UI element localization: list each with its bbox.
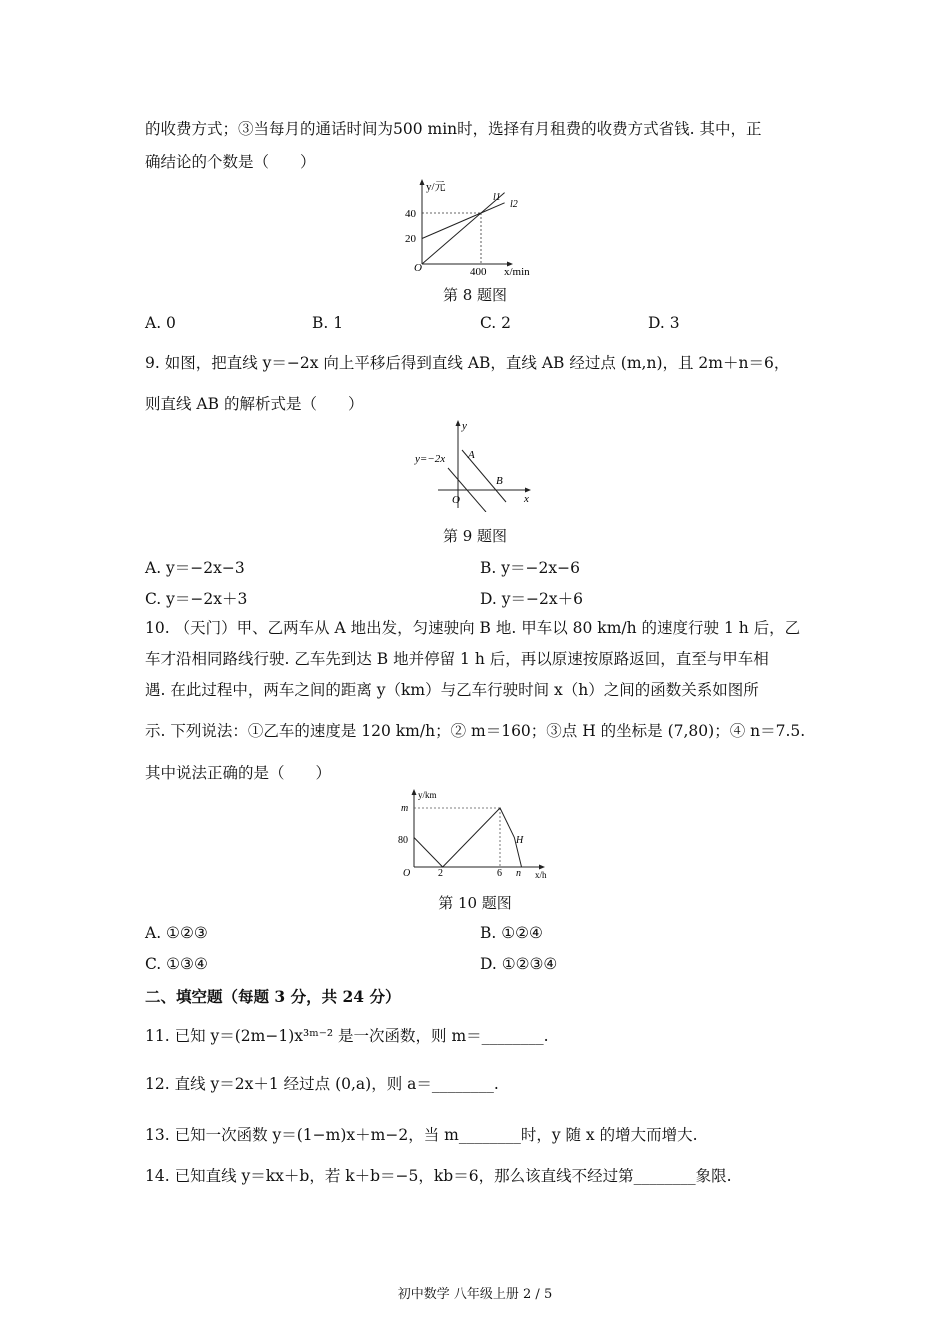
q8-stem-line2: 确结论的个数是（ ）	[145, 153, 316, 171]
q10-ylabel: y/km	[418, 790, 437, 800]
q9-y-arrow	[456, 420, 461, 426]
q10-xlabel: x/h	[535, 870, 547, 880]
q8-xtick-400: 400	[470, 266, 487, 278]
q10-stem-line1: 10. （天门）甲、乙两车从 A 地出发，匀速驶向 B 地. 甲车以 80 km/h 的速度行驶 1 h 后，乙	[145, 619, 801, 637]
q10-y-arrow	[412, 789, 417, 795]
q9-y-label: y	[462, 420, 467, 432]
q10-ytick-80: 80	[398, 835, 408, 846]
q10-ytick-m: m	[401, 803, 409, 814]
q10-stem-line5: 其中说法正确的是（ ）	[145, 764, 332, 782]
q11: 11. 已知 y＝(2m−1)x³ᵐ⁻² 是一次函数，则 m＝________.	[145, 1027, 549, 1045]
page-footer: 初中数学 八年级上册 2 / 5	[397, 1287, 553, 1302]
q8-l2-label: l2	[510, 199, 518, 210]
q8-option-b[interactable]: B. 1	[312, 314, 344, 332]
q14: 14. 已知直线 y＝kx＋b，若 k＋b＝−5，kb＝6，那么该直线不经过第________象限.	[145, 1167, 732, 1185]
q10-option-b[interactable]: B. ①②④	[480, 924, 543, 942]
q9-caption: 第 9 题图	[442, 527, 508, 545]
q10-stem-line4: 示. 下列说法：①乙车的速度是 120 km/h；② m＝160；③点 H 的坐标是 (7,80)；④ n＝7.5.	[145, 722, 806, 740]
q9-option-a[interactable]: A. y＝−2x−3	[145, 559, 245, 577]
q8-option-a[interactable]: A. 0	[145, 314, 176, 332]
q10-option-a[interactable]: A. ①②③	[145, 924, 208, 942]
q10-origin: O	[403, 868, 411, 879]
q10-series-distance	[414, 808, 522, 867]
q9-figure	[410, 416, 540, 512]
q9-option-b[interactable]: B. y＝−2x−6	[480, 559, 580, 577]
q9-point-b: B	[496, 475, 503, 487]
q8-ytick-20: 20	[405, 233, 416, 245]
q9-x-arrow	[525, 488, 531, 493]
q8-figure	[400, 176, 550, 278]
section2-title: 二、填空题（每题 3 分，共 24 分）	[145, 987, 401, 1006]
q10-caption: 第 10 题图	[438, 894, 512, 912]
q10-xtick-6: 6	[497, 868, 502, 879]
q8-origin: O	[414, 262, 422, 274]
q9-origin: O	[452, 494, 460, 506]
q9-stem-line1: 9. 如图，把直线 y＝−2x 向上平移后得到直线 AB，直线 AB 经过点 (m,n)，且 2m＋n＝6，	[145, 354, 790, 372]
q9-point-a: A	[468, 449, 475, 461]
q9-line-label: y=−2x	[415, 453, 446, 465]
q8-stem-line1: 的收费方式；③当每月的通话时间为500 min时，选择有月租费的收费方式省钱. 其中，正	[145, 120, 762, 138]
q8-option-c[interactable]: C. 2	[480, 314, 512, 332]
q9-option-c[interactable]: C. y＝−2x＋3	[145, 590, 248, 608]
q10-stem-line2: 车才沿相同路线行驶. 乙车先到达 B 地并停留 1 h 后，再以原速按原路返回，直至与甲车相	[145, 650, 769, 668]
q10-point-h: H	[516, 835, 524, 846]
q13: 13. 已知一次函数 y＝(1−m)x＋m−2，当 m________时，y 随 x 的增大而增大.	[145, 1126, 698, 1144]
q10-x-arrow	[539, 865, 545, 870]
q8-series-l1	[422, 193, 505, 264]
q8-series-l2	[422, 203, 505, 239]
q9-option-d[interactable]: D. y＝−2x＋6	[480, 590, 583, 608]
q9-x-label: x	[524, 493, 529, 505]
q8-xlabel: x/min	[504, 266, 530, 278]
q8-caption: 第 8 题图	[442, 286, 508, 304]
q10-xtick-n: n	[516, 868, 521, 879]
q10-option-d[interactable]: D. ①②③④	[480, 955, 558, 973]
q8-ylabel: y/元	[426, 181, 446, 193]
q10-option-c[interactable]: C. ①③④	[145, 955, 208, 973]
q9-stem-line2: 则直线 AB 的解析式是（ ）	[145, 395, 364, 413]
q8-ytick-40: 40	[405, 208, 416, 220]
q8-l1-label: l1	[493, 192, 501, 203]
q8-option-d[interactable]: D. 3	[648, 314, 680, 332]
q8-y-arrow	[420, 179, 425, 185]
q10-figure	[392, 786, 562, 882]
q12: 12. 直线 y＝2x＋1 经过点 (0,a)，则 a＝________.	[145, 1075, 499, 1093]
q10-stem-line3: 遇. 在此过程中，两车之间的距离 y（km）与乙车行驶时间 x（h）之间的函数关系如图所	[145, 681, 759, 699]
q10-xtick-2: 2	[438, 868, 443, 879]
